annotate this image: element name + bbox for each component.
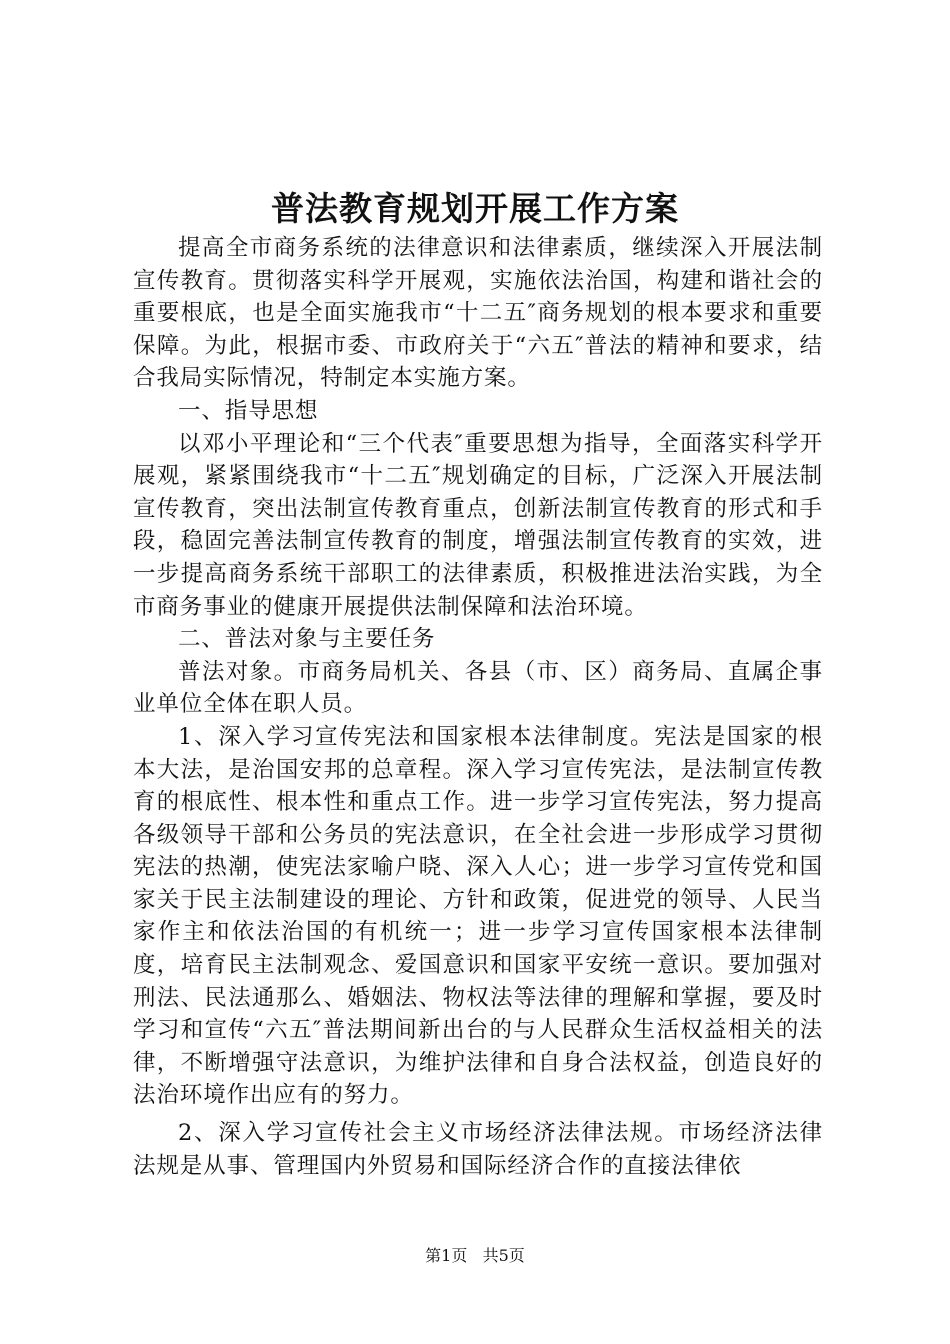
- section-heading-targets-and-tasks: 二、普法对象与主要任务: [178, 626, 436, 653]
- document-body: [133, 232, 823, 1182]
- targets-paragraph: 普法对象。市商务局机关、各县（市、区）商务局、直属企事业单位全体在职人员。: [133, 658, 823, 718]
- section-heading-guiding-ideology: 一、指导思想: [178, 397, 319, 424]
- page-number: 第1页: [425, 1246, 468, 1265]
- task-1-paragraph: 1、深入学习宣传宪法和国家根本法律制度。宪法是国家的根本大法，是治国安邦的总章程。深入学习宣传宪法，是法制宣传教育的根底性、根本性和重点工作。进一步学习宣传宪法，努力提高各级领导干部和公务员的宪法意识，在全社会进一步形成学习贯彻宪法的热潮，使宪法家喻户晓、深入人心；进一步学习宣传党和国家关于民主法制建设的理论、方针和政策，促进党的领导、人民当家作主和依法治国的有机统一；进一步学习宣传国家根本法律制度，培育民主法制观念、爱国意识和国家平安统一意识。要加强对刑法、民法通那么、婚姻法、物权法等法律的理解和掌握，要及时学习和宣传“六五″普法期间新出台的与人民群众生活权益相关的法律，不断增强守法意识，为维护法律和自身合法权益，创造良好的法治环境作出应有的努力。: [133, 723, 823, 1109]
- task-2-paragraph: 2、深入学习宣传社会主义市场经济法律法规。市场经济法律法规是从事、管理国内外贸易和国际经济合作的直接法律依: [133, 1120, 823, 1179]
- intro-paragraph: 提高全市商务系统的法律意识和法律素质，继续深入开展法制宣传教育。贯彻落实科学开展观，实施依法治国，构建和谐社会的重要根底，也是全面实施我市“十二五″商务规划的根本要求和重要保障。为此，根据市委、市政府关于“六五″普法的精神和要求，结合我局实际情况，特制定本实施方案。: [133, 235, 823, 392]
- document-title: 普法教育规划开展工作方案: [271, 189, 679, 228]
- page-footer: [0, 1246, 950, 1266]
- page-total: 共5页: [482, 1246, 525, 1265]
- guiding-ideology-paragraph: 以邓小平理论和“三个代表″重要思想为指导，全面落实科学开展观，紧紧围绕我市“十二五″规划确定的目标，广泛深入开展法制宣传教育，突出法制宣传教育重点，创新法制宣传教育的形式和手段，稳固完善法制宣传教育的制度，增强法制宣传教育的实效，进一步提高商务系统干部职工的法律素质，积极推进法治实践，为全市商务事业的健康开展提供法制保障和法治环境。: [133, 430, 823, 620]
